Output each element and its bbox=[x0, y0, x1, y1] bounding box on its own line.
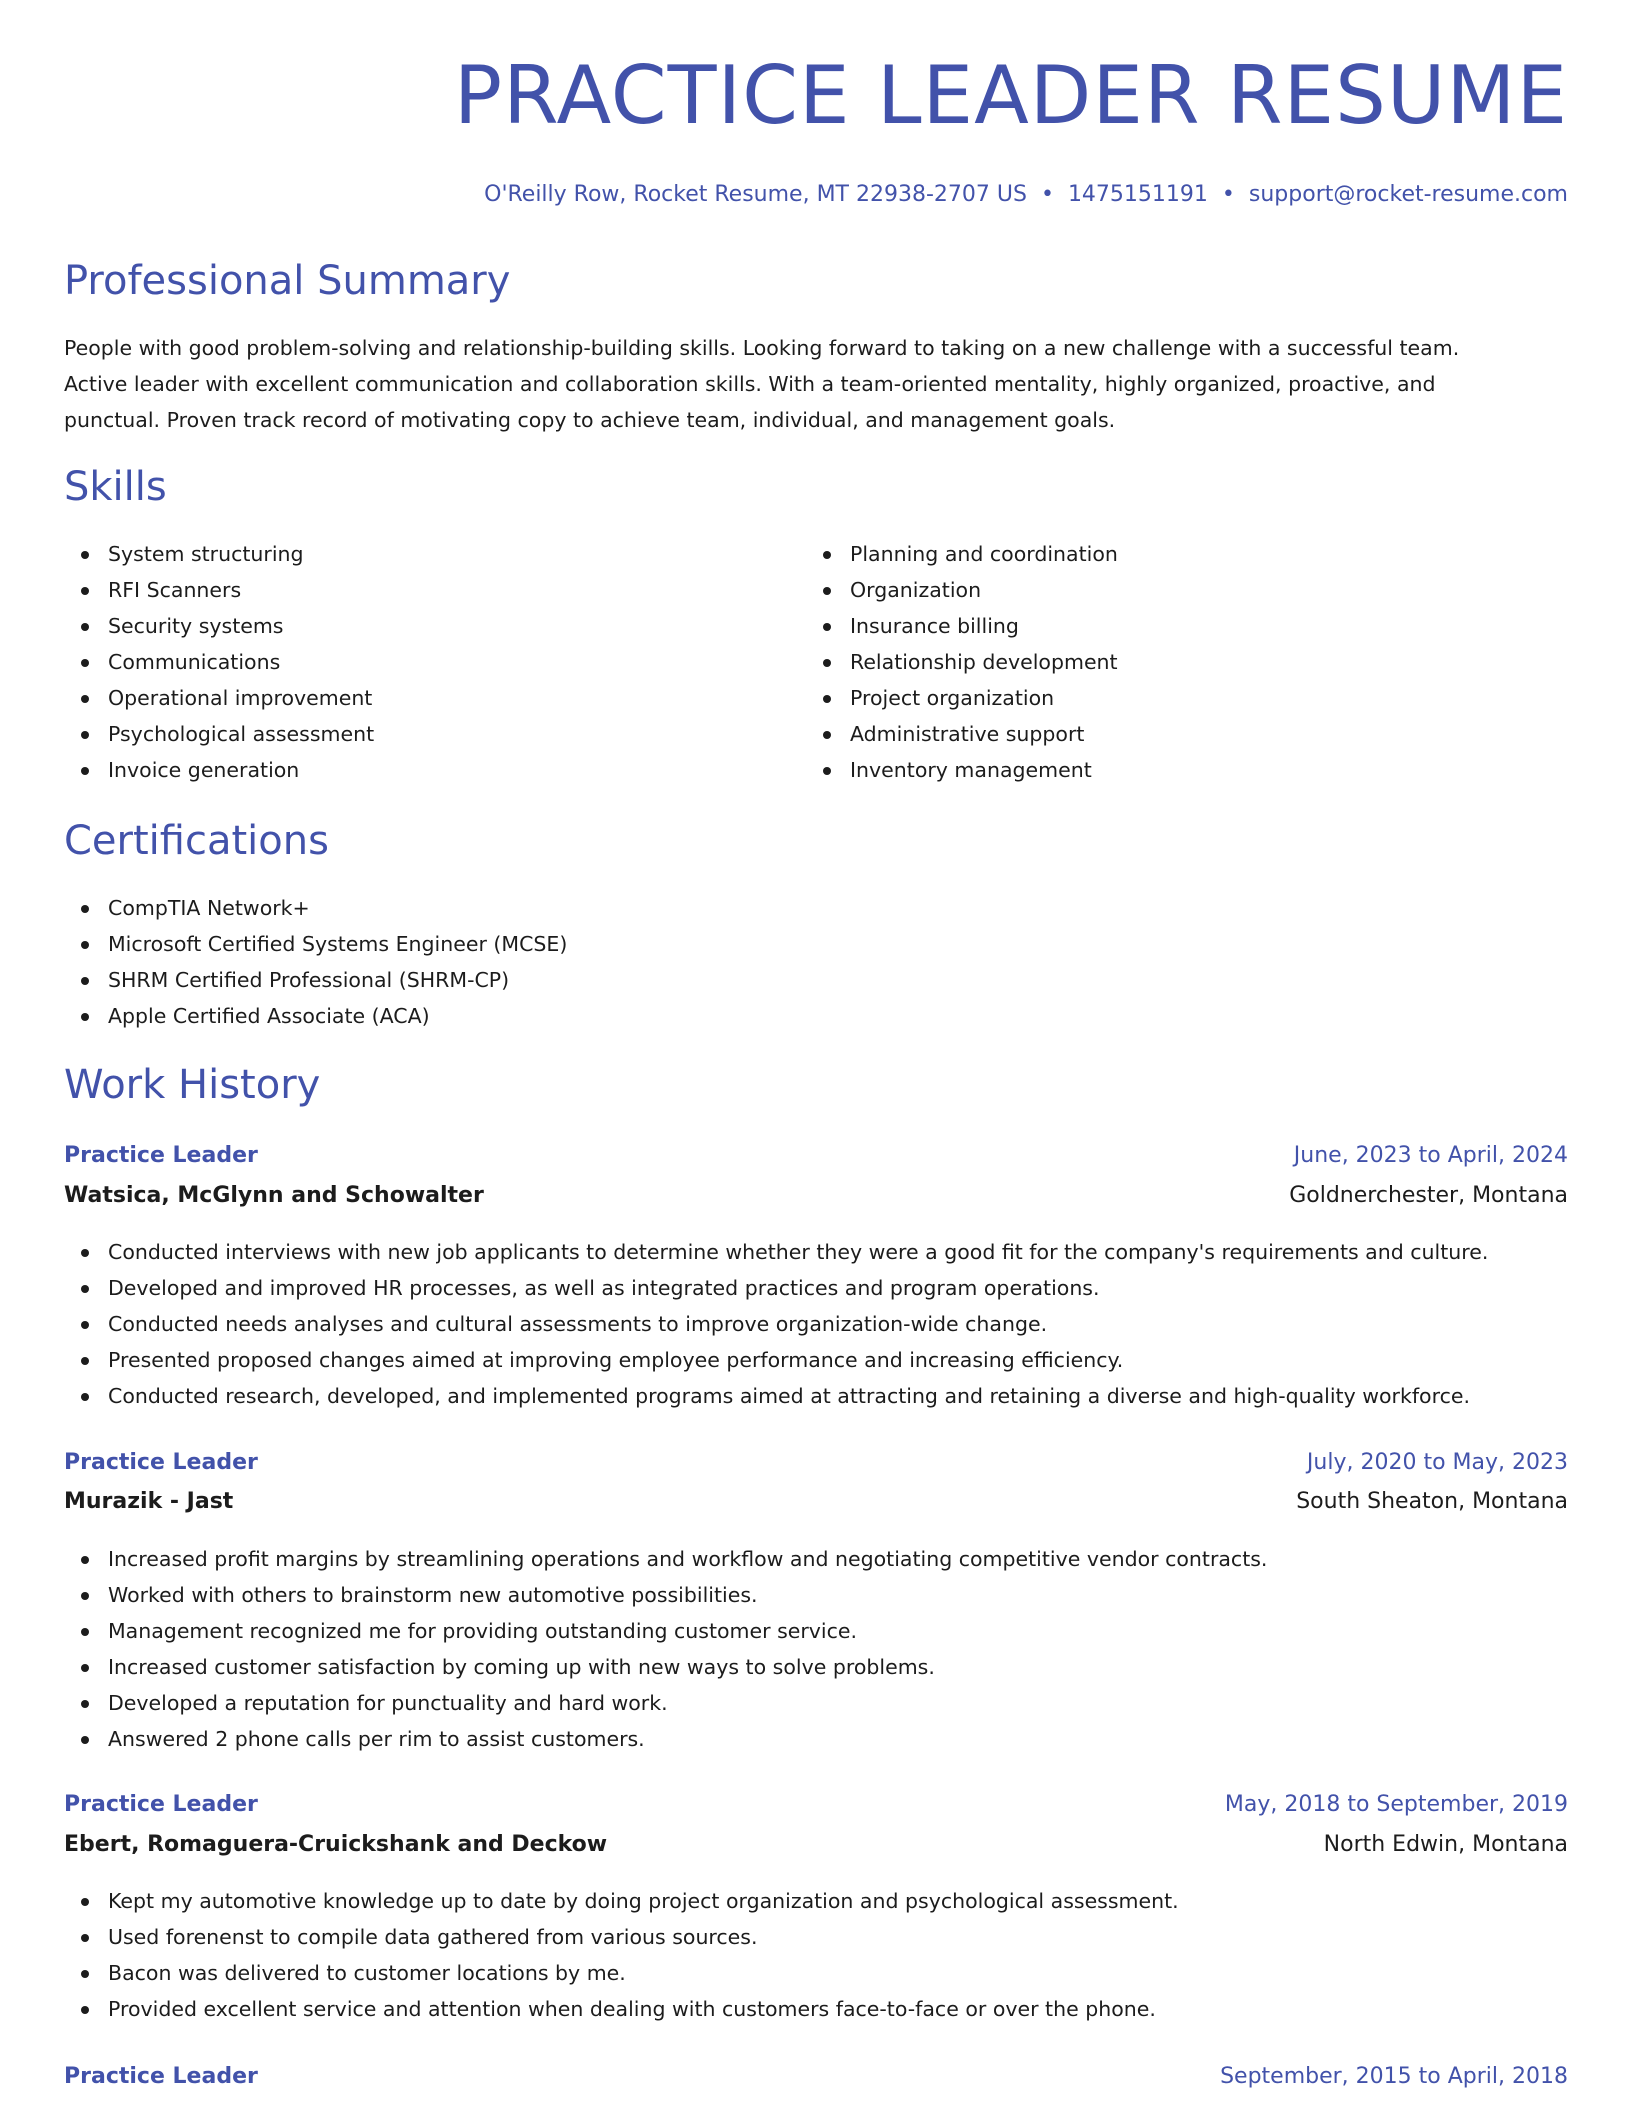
list-item: SHRM Certified Professional (SHRM-CP) bbox=[64, 962, 567, 998]
job-bullets bbox=[64, 1883, 1179, 2027]
job-company: Murazik - Jast bbox=[64, 1489, 234, 1514]
list-item: Administrative support bbox=[806, 716, 1118, 752]
job-employer-row bbox=[64, 1183, 1568, 1219]
skills-heading: Skills bbox=[64, 464, 167, 510]
job-bullets bbox=[64, 1234, 1488, 1414]
job-header bbox=[64, 1450, 1568, 1486]
contact-address: O'Reilly Row, Rocket Resume, MT 22938-2707 US bbox=[484, 182, 1027, 207]
job-dates: June, 2023 to April, 2024 bbox=[1293, 1143, 1568, 1168]
work-history-heading: Work History bbox=[64, 1062, 321, 1108]
list-item: Project organization bbox=[806, 680, 1118, 716]
list-item: Provided excellent service and attention when dealing with customers face-to-face or over the phone. bbox=[64, 1991, 1179, 2027]
job-header bbox=[64, 2064, 1568, 2100]
job-employer-row bbox=[64, 1832, 1568, 1868]
list-item: Invoice generation bbox=[64, 752, 374, 788]
summary-line: Active leader with excellent communication and collaboration skills. With a team-oriented mentality, highly organized, proactive, and bbox=[64, 372, 1436, 396]
summary-line: punctual. Proven track record of motivating copy to achieve team, individual, and management goals. bbox=[64, 408, 1116, 432]
list-item: Management recognized me for providing outstanding customer service. bbox=[64, 1613, 1267, 1649]
job-dates: May, 2018 to September, 2019 bbox=[1224, 1792, 1568, 1817]
resume-title: PRACTICE LEADER RESUME bbox=[453, 49, 1568, 142]
list-item: Answered 2 phone calls per rim to assist customers. bbox=[64, 1721, 1267, 1757]
list-item: Psychological assessment bbox=[64, 716, 374, 752]
job-title: Practice Leader bbox=[64, 1143, 258, 1168]
list-item: Insurance billing bbox=[806, 608, 1118, 644]
list-item: CompTIA Network+ bbox=[64, 890, 567, 926]
list-item: Developed and improved HR processes, as well as integrated practices and program operations. bbox=[64, 1270, 1488, 1306]
list-item: Operational improvement bbox=[64, 680, 374, 716]
job-header bbox=[64, 1143, 1568, 1179]
summary-text bbox=[64, 330, 1568, 438]
job-employer-row bbox=[64, 1489, 1568, 1525]
contact-phone: 1475151191 bbox=[1067, 182, 1208, 207]
list-item: Conducted research, developed, and implemented programs aimed at attracting and retaining a diverse and high-quality workforce. bbox=[64, 1378, 1488, 1414]
list-item: Security systems bbox=[64, 608, 374, 644]
job-location: South Sheaton, Montana bbox=[1296, 1489, 1568, 1514]
list-item: Planning and coordination bbox=[806, 536, 1118, 572]
job-title: Practice Leader bbox=[64, 1792, 258, 1817]
list-item: Conducted interviews with new job applicants to determine whether they were a good fit for the company's requirements and culture. bbox=[64, 1234, 1488, 1270]
list-item: Conducted needs analyses and cultural assessments to improve organization-wide change. bbox=[64, 1306, 1488, 1342]
skills-list-right bbox=[806, 536, 1118, 788]
job-dates: September, 2015 to April, 2018 bbox=[1220, 2064, 1568, 2089]
job-title: Practice Leader bbox=[64, 1450, 258, 1475]
list-item: Relationship development bbox=[806, 644, 1118, 680]
summary-line: People with good problem-solving and relationship-building skills. Looking forward to taking on a new challenge with a successful team. bbox=[64, 336, 1460, 360]
certifications-heading: Certifications bbox=[64, 818, 329, 864]
job-location: Goldnerchester, Montana bbox=[1289, 1183, 1568, 1208]
list-item: Increased profit margins by streamlining operations and workflow and negotiating competitive vendor contracts. bbox=[64, 1541, 1267, 1577]
list-item: Communications bbox=[64, 644, 374, 680]
list-item: Developed a reputation for punctuality and hard work. bbox=[64, 1685, 1267, 1721]
contact-separator: • bbox=[1221, 182, 1235, 207]
certifications-list bbox=[64, 890, 567, 1034]
job-title: Practice Leader bbox=[64, 2064, 258, 2089]
list-item: RFI Scanners bbox=[64, 572, 374, 608]
list-item: Kept my automotive knowledge up to date by doing project organization and psychological assessment. bbox=[64, 1883, 1179, 1919]
list-item: Bacon was delivered to customer locations by me. bbox=[64, 1955, 1179, 1991]
skills-list-left bbox=[64, 536, 374, 788]
list-item: Apple Certified Associate (ACA) bbox=[64, 998, 567, 1034]
list-item: Organization bbox=[806, 572, 1118, 608]
contact-line bbox=[484, 182, 1568, 207]
job-company: Watsica, McGlynn and Schowalter bbox=[64, 1183, 484, 1208]
job-location: North Edwin, Montana bbox=[1323, 1832, 1568, 1857]
list-item: Microsoft Certified Systems Engineer (MCSE) bbox=[64, 926, 567, 962]
job-header bbox=[64, 1792, 1568, 1828]
list-item: Used forenenst to compile data gathered from various sources. bbox=[64, 1919, 1179, 1955]
contact-separator: • bbox=[1040, 182, 1054, 207]
list-item: System structuring bbox=[64, 536, 374, 572]
list-item: Presented proposed changes aimed at improving employee performance and increasing efficiency. bbox=[64, 1342, 1488, 1378]
summary-heading: Professional Summary bbox=[64, 258, 511, 304]
job-bullets bbox=[64, 1541, 1267, 1757]
list-item: Increased customer satisfaction by coming up with new ways to solve problems. bbox=[64, 1649, 1267, 1685]
list-item: Worked with others to brainstorm new automotive possibilities. bbox=[64, 1577, 1267, 1613]
job-company: Ebert, Romaguera-Cruickshank and Deckow bbox=[64, 1832, 608, 1857]
contact-email[interactable]: support@rocket-resume.com bbox=[1248, 182, 1568, 207]
job-dates: July, 2020 to May, 2023 bbox=[1306, 1450, 1568, 1475]
list-item: Inventory management bbox=[806, 752, 1118, 788]
